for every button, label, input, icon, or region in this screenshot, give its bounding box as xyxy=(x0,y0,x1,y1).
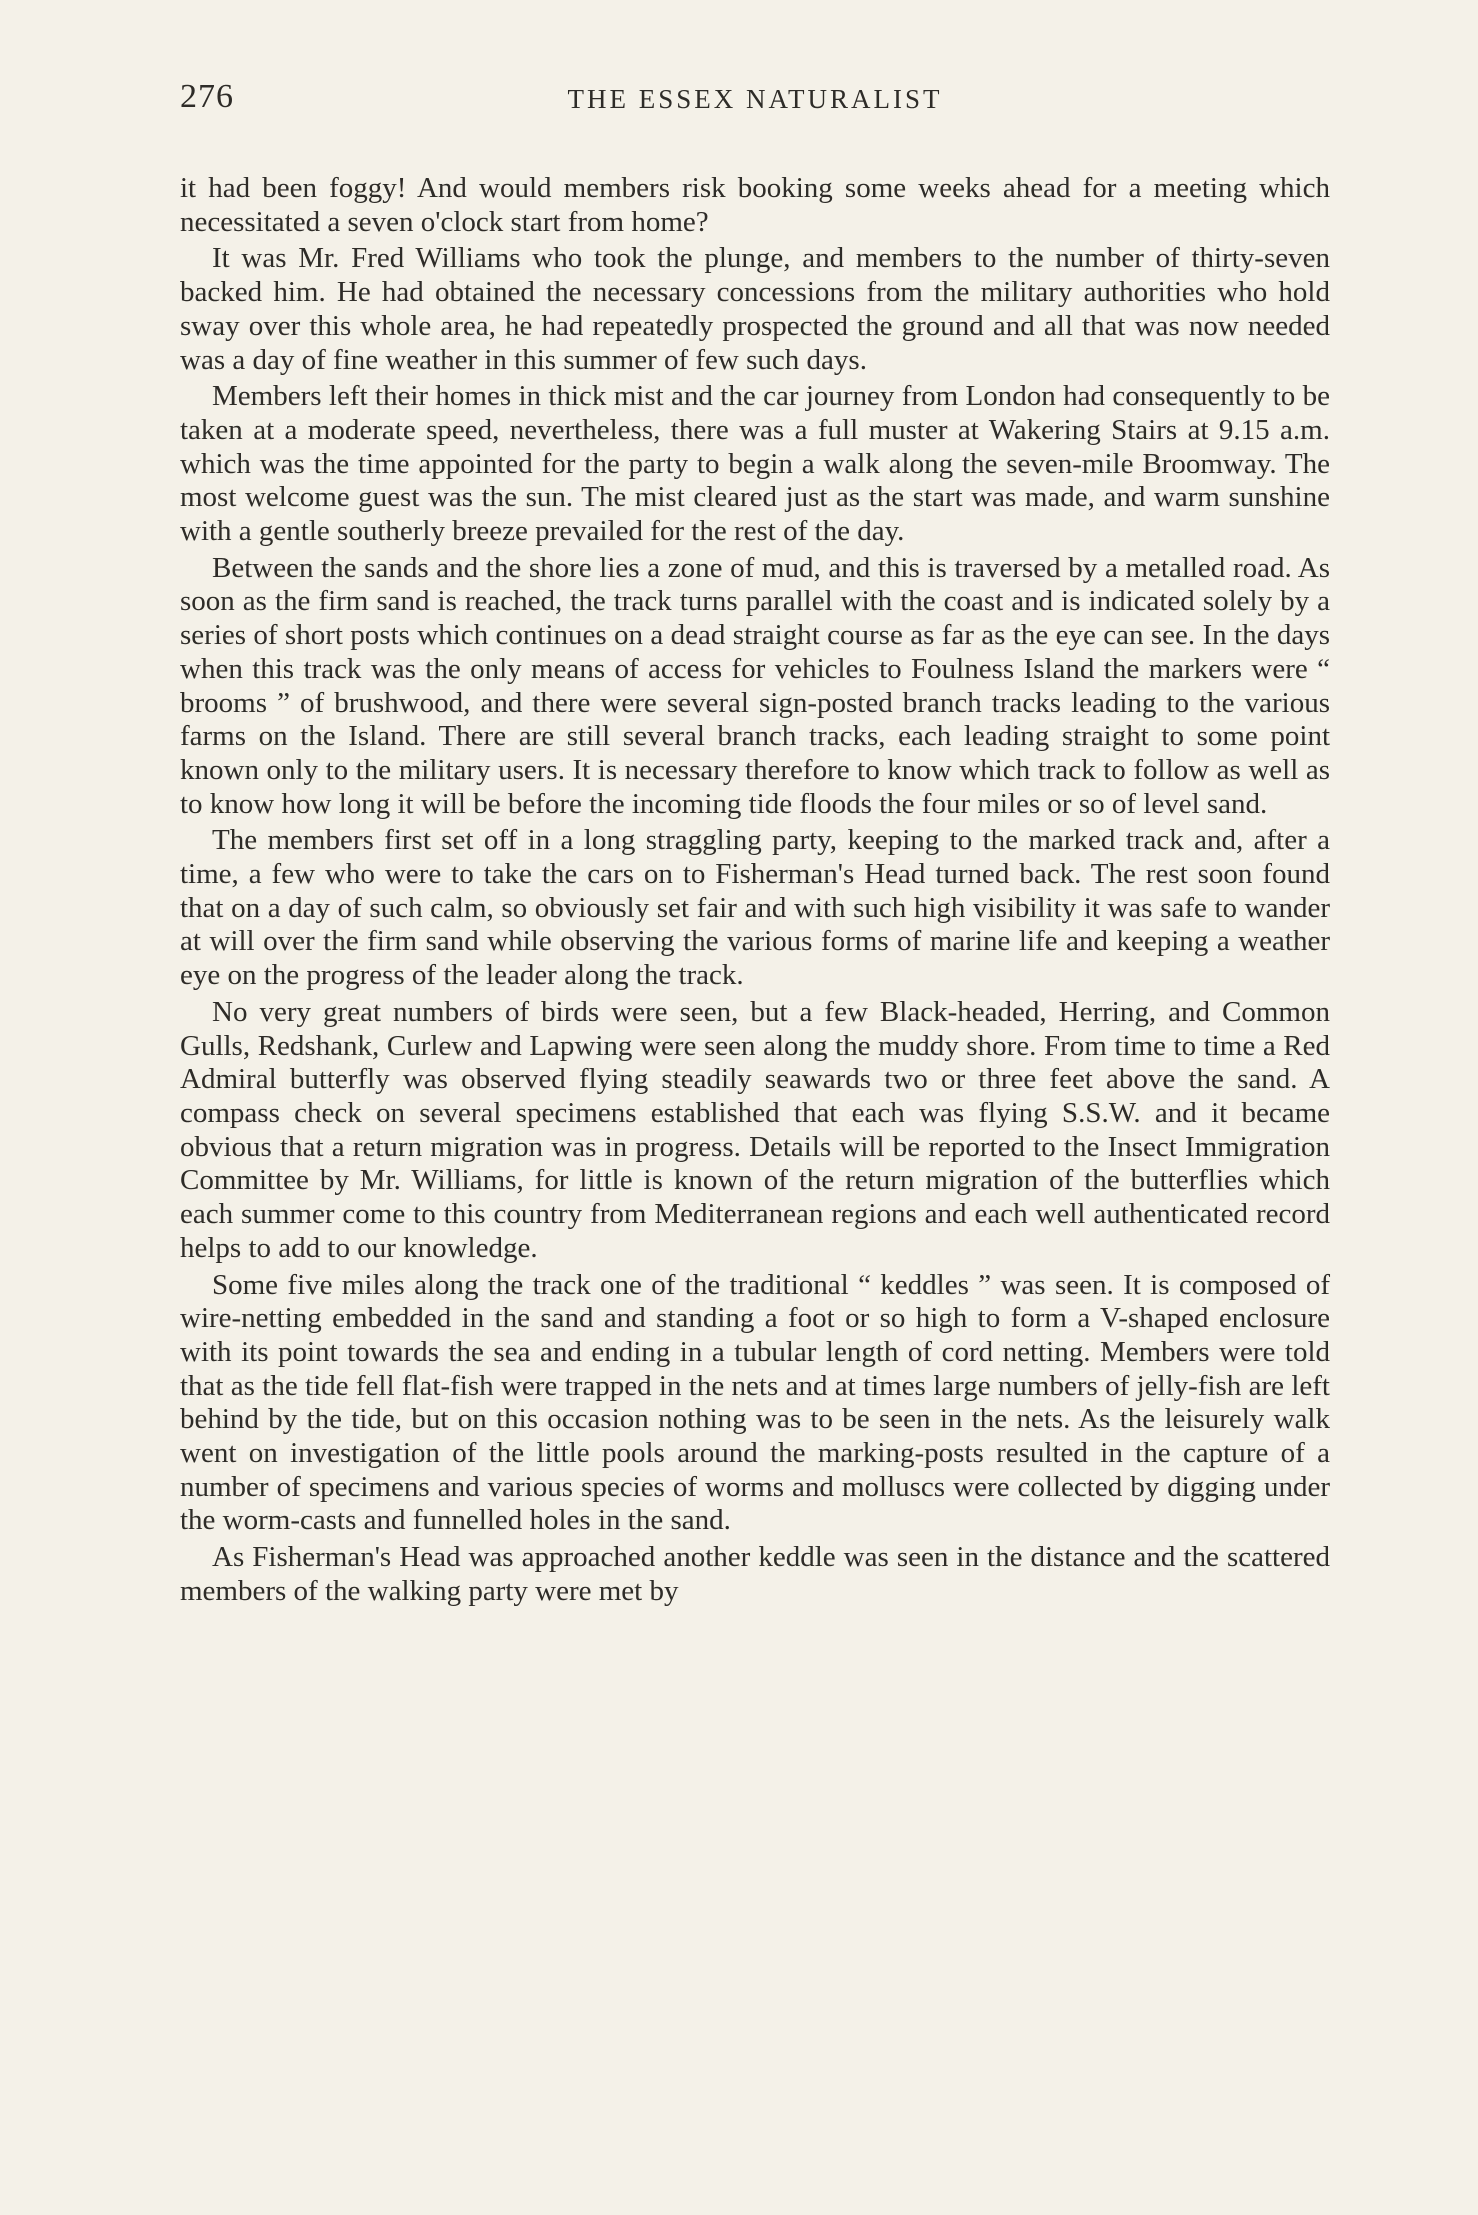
page-header xyxy=(180,78,1330,128)
paragraph: Between the sands and the shore lies a zone of mud, and this is traversed by a metalled road. As soon as the firm sand is reached, the track turns parallel with the coast and is indicated solely by a series of short posts which continues on a dead straight course as far as the eye can see. In the days when this track was the only means of access for vehicles to Foulness Island the markers were “ brooms ” of brushwood, and there were several sign-posted branch tracks leading to the various farms on the Island. There are still several branch tracks, each leading straight to some point known only to the military users. It is necessary therefore to know which track to follow as well as to know how long it will be before the incoming tide floods the four miles or so of level sand. xyxy=(180,551,1330,820)
paragraph: Some five miles along the track one of the traditional “ keddles ” was seen. It is composed of wire-netting embedded in the sand and standing a foot or so high to form a V-shaped enclosure with its point towards the sea and ending in a tubular length of cord netting. Members were told that as the tide fell flat-fish were trapped in the nets and at times large numbers of jelly-fish are left behind by the tide, but on this occasion nothing was to be seen in the nets. As the leisurely walk went on investigation of the little pools around the marking-posts resulted in the capture of a number of specimens and various species of worms and molluscs were collected by digging under the worm-casts and funnelled holes in the sand. xyxy=(180,1268,1330,1537)
paragraph: No very great numbers of birds were seen, but a few Black-headed, Herring, and Common Gulls, Redshank, Curlew and Lapwing were seen along the muddy shore. From time to time a Red Admiral butterfly was observed flying steadily seawards two or three feet above the sand. A compass check on several specimens established that each was flying S.S.W. and it became obvious that a return migration was in progress. Details will be reported to the Insect Immigration Committee by Mr. Williams, for little is known of the return migration of the butterflies which each summer come to this country from Mediterranean regions and each well authenticated record helps to add to our knowledge. xyxy=(180,995,1330,1264)
running-head: THE ESSEX NATURALIST xyxy=(567,84,943,114)
paragraph: As Fisherman's Head was approached another keddle was seen in the distance and the scattered members of the walking party were met by xyxy=(180,1541,1330,1607)
body-text xyxy=(180,172,1330,1612)
paragraph: The members first set off in a long straggling party, keeping to the marked track and, after a time, a few who were to take the cars on to Fisherman's Head turned back. The rest soon found that on a day of such calm, so obviously set fair and with such high visibility it was safe to wander at will over the firm sand while observing the various forms of marine life and keeping a weather eye on the progress of the leader along the track. xyxy=(180,824,1330,992)
page-number: 276 xyxy=(180,78,234,115)
paragraph: It was Mr. Fred Williams who took the plunge, and members to the number of thirty-seven backed him. He had obtained the necessary concessions from the military authorities who hold sway over this whole area, he had repeatedly prospected the ground and all that was now needed was a day of fine weather in this summer of few such days. xyxy=(180,242,1330,376)
paragraph: it had been foggy! And would members risk booking some weeks ahead for a meeting which necessitated a seven o'clock start from home? xyxy=(180,172,1330,238)
paragraph: Members left their homes in thick mist and the car journey from London had consequently to be taken at a moderate speed, nevertheless, there was a full muster at Wakering Stairs at 9.15 a.m. which was the time appointed for the party to begin a walk along the seven-mile Broomway. The most welcome guest was the sun. The mist cleared just as the start was made, and warm sunshine with a gentle southerly breeze prevailed for the rest of the day. xyxy=(180,380,1330,548)
